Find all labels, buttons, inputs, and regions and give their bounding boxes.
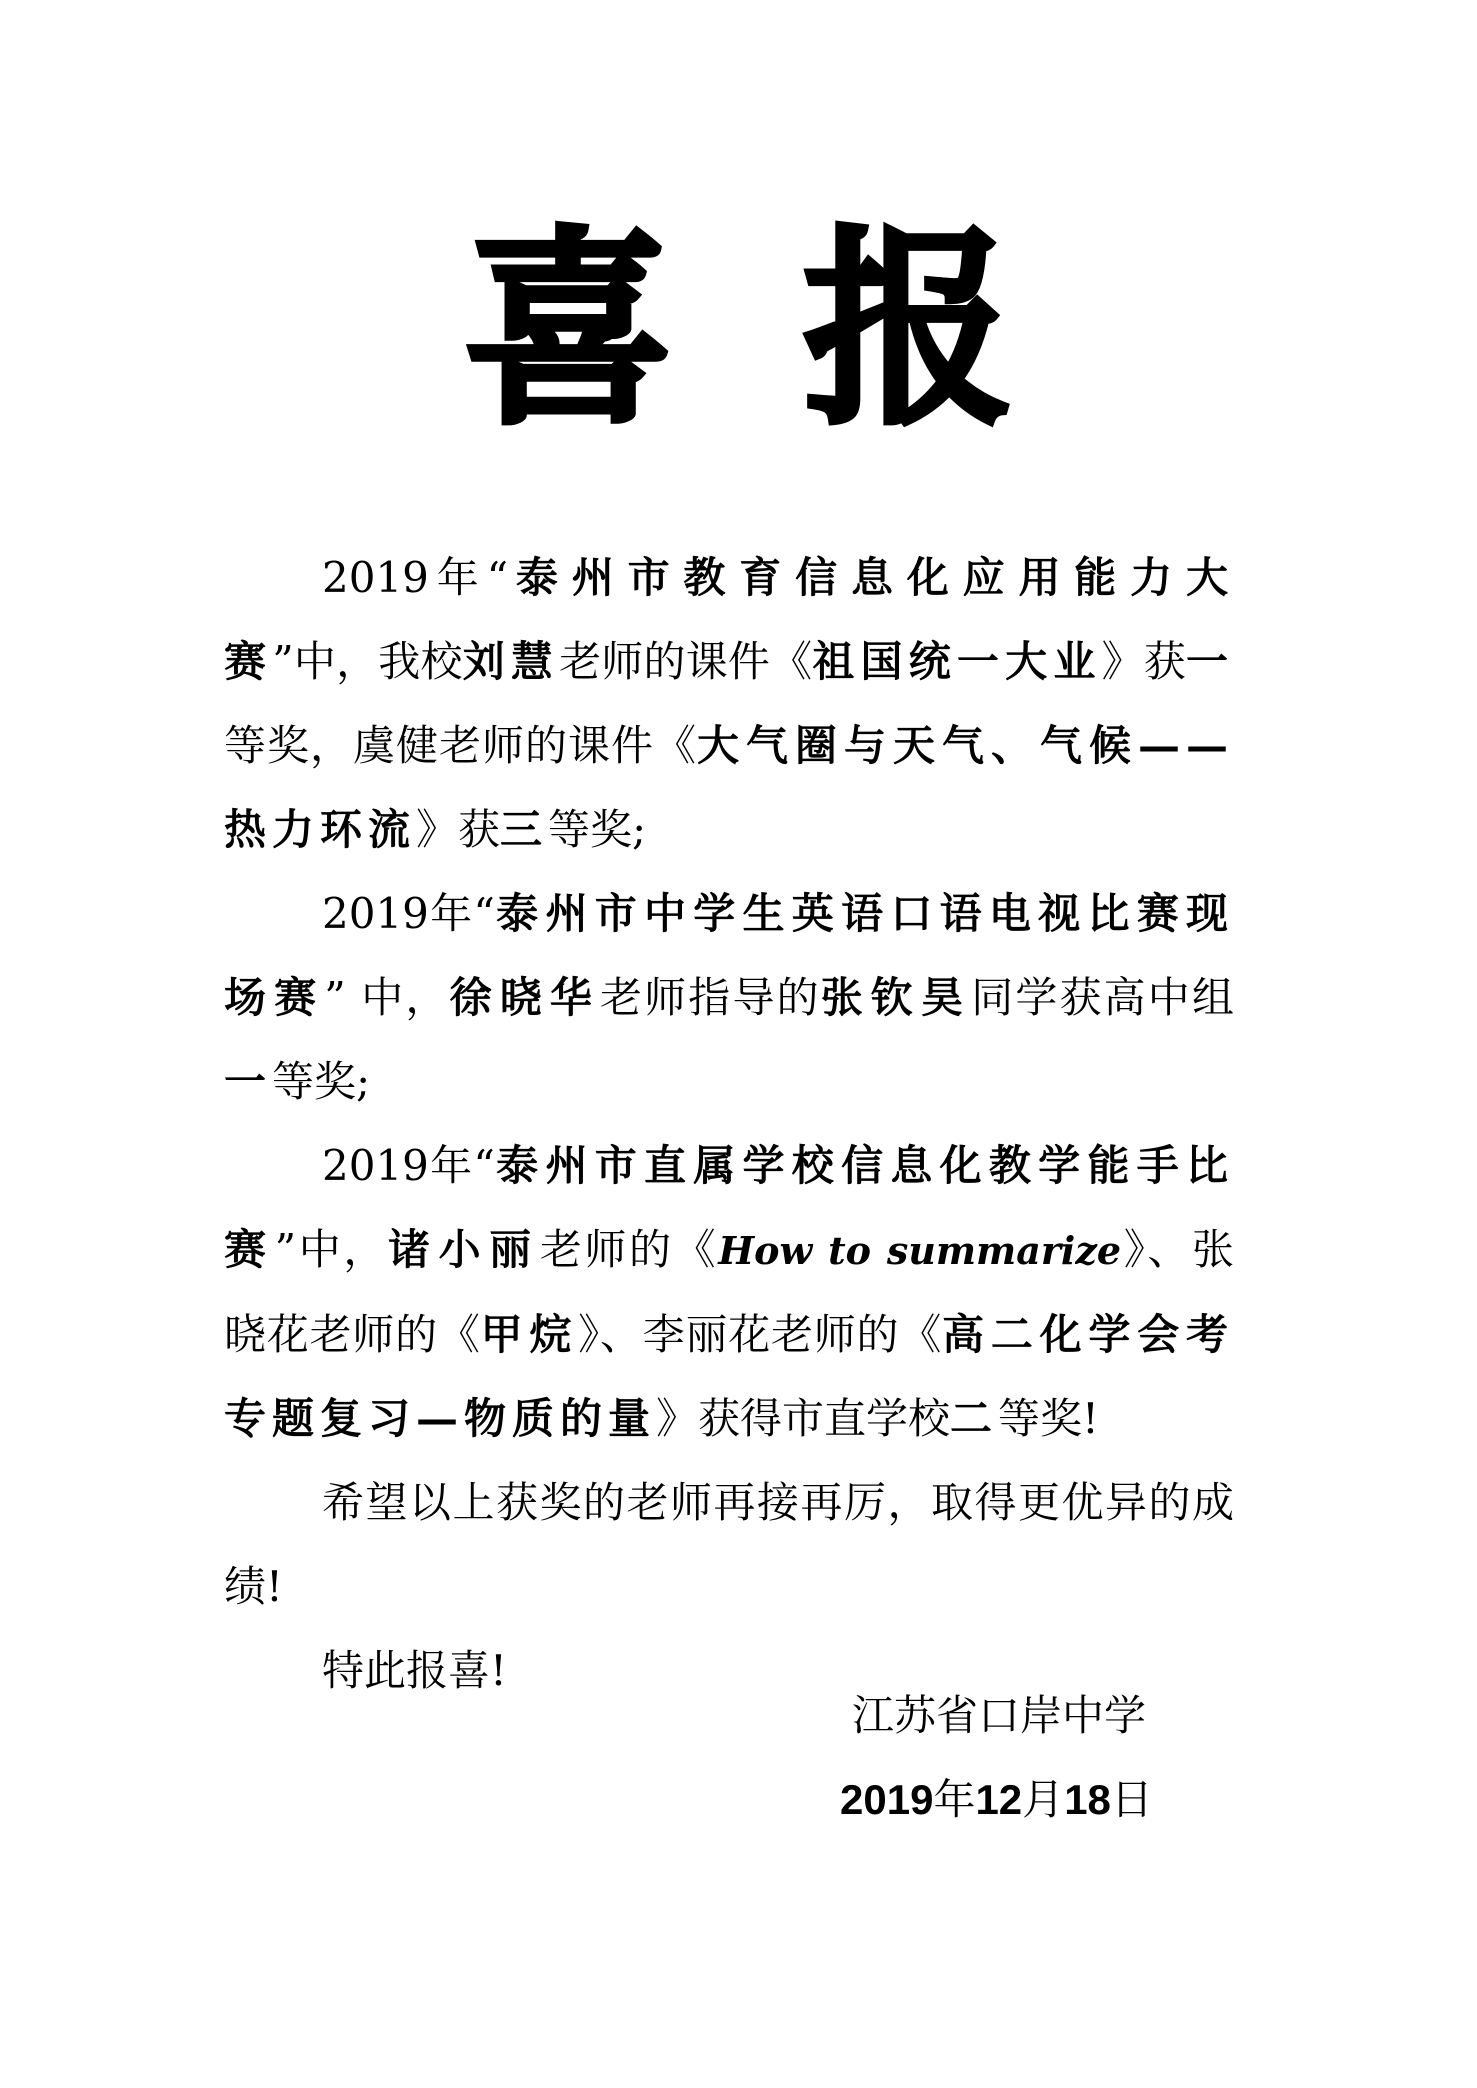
paragraph-3-segment: 诸小丽 (387, 1225, 540, 1274)
paragraph-2 (224, 872, 1234, 1124)
paragraph-3-segment: ”中， (274, 1225, 388, 1274)
date-year: 2019 (840, 1776, 934, 1823)
paragraph-3-segment: 高二化学会考专题复习—物质的量 (224, 1310, 1234, 1443)
paragraph-1-segment: 2019年“ (322, 553, 509, 602)
paragraph-1-segment: 刘慧 (462, 637, 560, 686)
paragraph-2-segment: 一 (224, 1057, 273, 1106)
paragraph-2-segment: 同学获高中组 (971, 973, 1234, 1022)
date-month: 12 (975, 1776, 1023, 1823)
paragraph-1-segment: 等奖; (548, 805, 647, 854)
paragraph-3-segment: 二 (950, 1394, 999, 1443)
paragraph-3-segment: How to summarize (718, 1228, 1122, 1273)
paragraph-1-segment: ”中，我校 (272, 637, 463, 686)
paragraph-1-segment: 一 (1185, 637, 1234, 686)
announcement-body (224, 536, 1234, 1713)
paragraph-3 (224, 1124, 1234, 1461)
paragraph-4-segment: 希望以上获奖的老师再接再厉，取得更优异的成绩! (224, 1478, 1234, 1611)
paragraph-3-segment: 》、张晓花老师的《 (224, 1225, 1234, 1359)
paragraph-3-segment: 》获得市直学校 (656, 1394, 951, 1443)
paragraph-1 (224, 536, 1234, 872)
paragraph-1-segment: 祖国统一大业 (812, 637, 1102, 686)
paragraph-3-segment: 等奖! (998, 1394, 1099, 1443)
paragraph-2-segment: 等奖; (272, 1057, 371, 1106)
date-year-unit: 年 (933, 1775, 976, 1824)
school-signature: 江苏省口岸中学 (852, 1691, 1147, 1740)
title-char-2: 报 (803, 206, 1014, 453)
paragraph-3-segment: 甲烷 (480, 1310, 579, 1359)
title-char-1: 喜 (463, 206, 674, 453)
paragraph-4 (224, 1461, 1234, 1629)
paragraph-1-segment: 泰州市教育信息化应用能力大赛 (224, 553, 1234, 686)
paragraph-5-segment: 特此报喜! (322, 1646, 507, 1695)
paragraph-2-segment: ” 中， (324, 973, 450, 1022)
paragraph-1-segment: 等奖，虞健老师的课件《 (224, 721, 697, 770)
paragraph-1-segment: 大气圈与天气、气候——热力环流 (224, 721, 1234, 854)
paragraph-3-segment: 老师的《 (539, 1225, 719, 1274)
paragraph-1-segment: 三 (500, 805, 549, 854)
paragraph-1-segment: 》获 (416, 805, 501, 854)
page-title (0, 206, 1477, 453)
paragraph-2-segment: 泰州市中学生英语口语电视比赛现场赛 (224, 889, 1234, 1022)
paragraph-3-segment: 》、李丽花老师的《 (578, 1310, 943, 1359)
paragraph-3-segment: 泰州市直属学校信息化教学能手比赛 (224, 1141, 1234, 1274)
paragraph-1-segment: 》获 (1101, 637, 1186, 686)
paragraph-3-segment: 2019年“ (322, 1141, 495, 1190)
paragraph-2-segment: 张钦昊 (820, 973, 972, 1022)
paragraph-2-segment: 2019年“ (322, 889, 495, 938)
date-day-unit: 日 (1110, 1775, 1153, 1824)
date-day: 18 (1064, 1776, 1111, 1823)
paragraph-2-segment: 徐晓华 (449, 973, 601, 1022)
issue-date (840, 1758, 1153, 1842)
paragraph-2-segment: 老师指导的 (600, 973, 821, 1022)
date-month-unit: 月 (1022, 1775, 1065, 1824)
paragraph-1-segment: 老师的课件《 (559, 637, 813, 686)
